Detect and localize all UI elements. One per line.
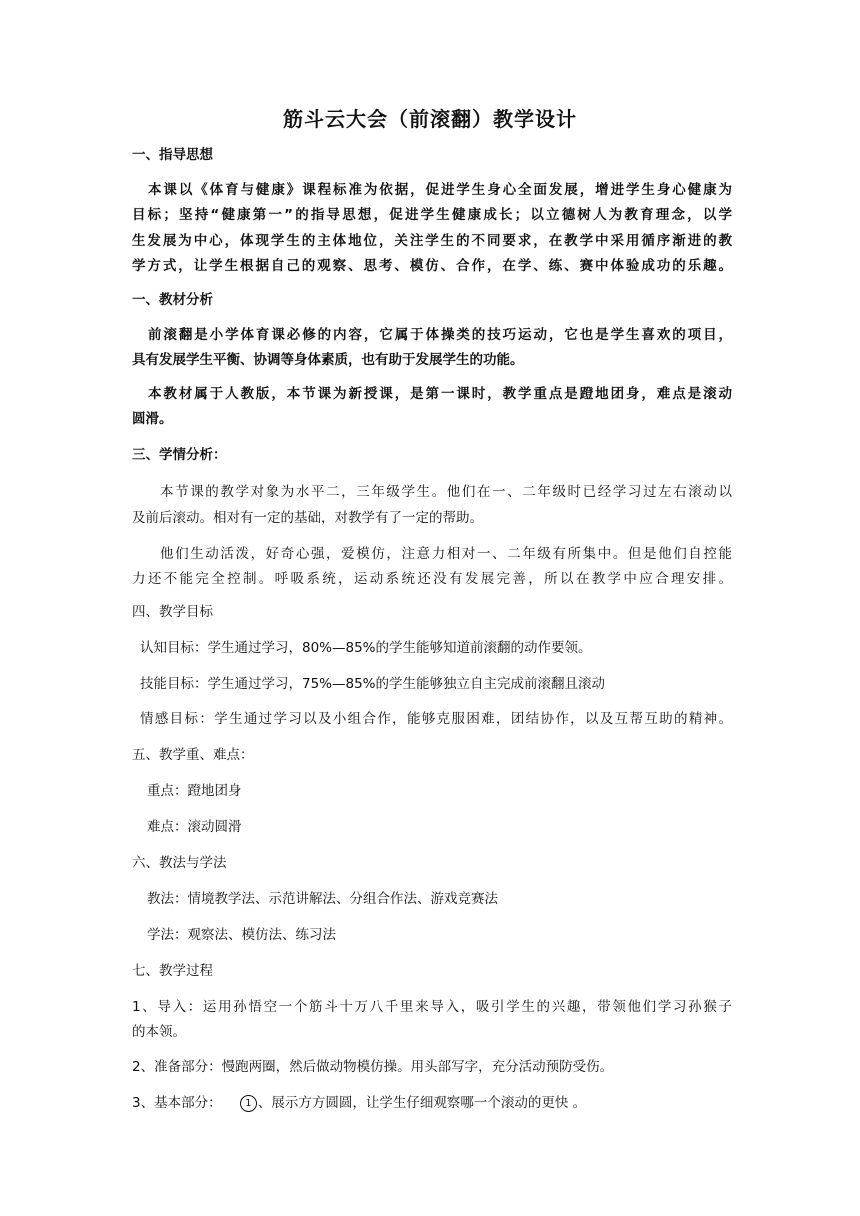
section-heading-teaching-process: 七、教学过程 [132,963,213,979]
circled-number-one: 1 [240,1095,257,1112]
section-heading-methods: 六、教法与学法 [132,855,227,871]
objective-emotional: 情感目标：学生通过学习以及小组合作，能够克服困难，团结协作，以及互帮互助的精神。 [140,711,732,727]
process-step-intro-cont: 的本领。 [132,1024,186,1040]
section-heading-student-analysis: 三、学情分析： [132,447,227,463]
process-step-basic [132,1088,732,1118]
learning-methods: 学法：观察法、模仿法、练习法 [147,927,336,943]
paragraph-line: 圆滑。 [132,411,173,427]
document-title: 筋斗云大会（前滚翻）教学设计 [283,107,577,131]
section-heading-material-analysis: 一、教材分析 [132,292,213,308]
process-step-basic-text: 、展示方方圆圆，让学生仔细观察哪一个滚动的更快 。 [257,1095,587,1111]
teaching-methods: 教法：情境教学法、示范讲解法、分组合作法、游戏竞赛法 [147,891,498,907]
paragraph-line: 他们生动活泼，好奇心强，爱模仿，注意力相对一、二年级有所集中。但是他们自控能 [160,546,732,562]
key-point: 重点：蹬地团身 [147,783,242,799]
paragraph-line: 前滚翻是小学体育课必修的内容，它属于体操类的技巧运动，它也是学生喜欢的项目， [148,327,732,343]
paragraph-line: 目标；坚持“健康第一”的指导思想，促进学生健康成长；以立德树人为教育理念，以学 [132,207,732,223]
paragraph-line: 学方式，让学生根据自己的观察、思考、模仿、合作，在学、练、赛中体验成功的乐趣。 [132,258,732,274]
paragraph-line: 本课以《体育与健康》课程标准为依据，促进学生身心全面发展，增进学生身心健康为 [148,182,732,198]
paragraph-line: 及前后滚动。相对有一定的基础，对教学有了一定的帮助。 [132,510,483,526]
paragraph-line: 本节课的教学对象为水平二，三年级学生。他们在一、二年级时已经学习过左右滚动以 [160,484,732,500]
paragraph-line: 生发展为中心，体现学生的主体地位，关注学生的不同要求，在教学中采用循序渐进的教 [132,233,732,249]
section-heading-key-points: 五、教学重、难点： [132,747,254,763]
section-heading-teaching-objectives: 四、教学目标 [132,604,213,620]
paragraph-line: 具有发展学生平衡、协调等身体素质，也有助于发展学生的功能。 [132,352,524,368]
paragraph-line: 本教材属于人教版，本节课为新授课，是第一课时，教学重点是蹬地团身，难点是滚动 [148,386,732,402]
process-step-warmup: 2、准备部分：慢跑两圈，然后做动物模仿操。用头部写字，充分活动预防受伤。 [132,1059,614,1075]
difficult-point: 难点：滚动圆滑 [147,819,242,835]
objective-skill: 技能目标：学生通过学习，75%—85%的学生能够独立自主完成前滚翻且滚动 [140,676,606,692]
paragraph-line: 力还不能完全控制。呼吸系统，运动系统还没有发展完善，所以在教学中应合理安排。 [132,571,732,587]
objective-cognitive: 认知目标：学生通过学习，80%—85%的学生能够知道前滚翻的动作要领。 [140,640,592,656]
section-heading-guiding-ideology: 一、指导思想 [132,147,213,163]
process-step-basic-label: 3、基本部分： [132,1095,222,1111]
process-step-intro: 1、导入：运用孙悟空一个筋斗十万八千里来导入，吸引学生的兴趣，带领他们学习孙猴子 [132,999,732,1015]
